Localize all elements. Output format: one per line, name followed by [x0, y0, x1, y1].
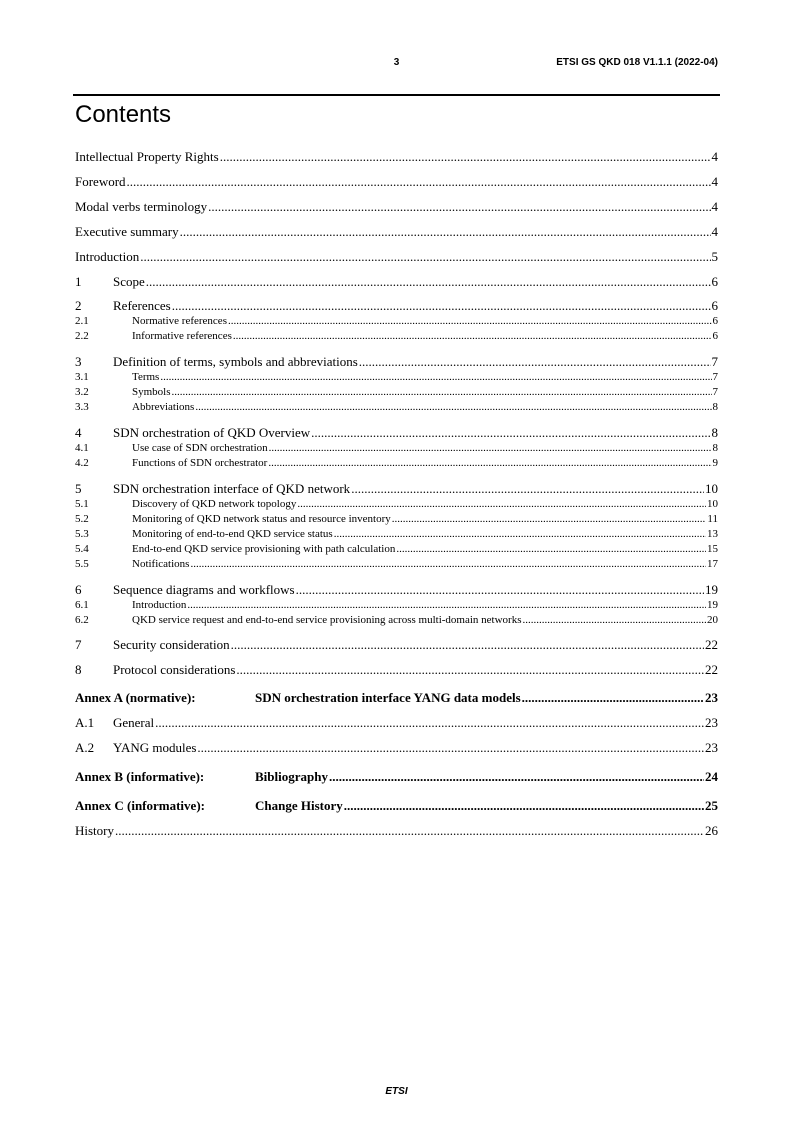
- toc-entry-number: 4.1: [75, 442, 89, 454]
- toc-entry-leader-dots: [297, 498, 706, 511]
- toc-entry-leader-dots: [231, 637, 704, 653]
- toc-entry[interactable]: [75, 528, 718, 541]
- toc-entry-title: QKD service request and end-to-end service provisioning across multi-domain networks: [132, 614, 522, 626]
- toc-entry[interactable]: [75, 298, 718, 314]
- toc-entry-title: Monitoring of QKD network status and resource inventory: [132, 513, 391, 525]
- toc-entry-title: Intellectual Property Rights: [75, 149, 219, 164]
- toc-entry-number: 2: [75, 298, 82, 313]
- toc-entry-leader-dots: [329, 769, 704, 785]
- toc-entry[interactable]: [75, 614, 718, 627]
- toc-entry[interactable]: [75, 662, 718, 678]
- toc-entry-annex-label: Annex B (informative):: [75, 769, 205, 784]
- toc-entry-number: A.2: [75, 740, 95, 755]
- toc-entry[interactable]: [75, 823, 718, 839]
- toc-entry-title: Abbreviations: [132, 401, 195, 413]
- toc-entry-page-number: 5: [711, 249, 718, 264]
- toc-entry-page-number: 4: [711, 224, 718, 239]
- toc-entry-page-number: 4: [711, 149, 718, 164]
- page-title: Contents: [75, 101, 172, 128]
- toc-entry-number: 5.4: [75, 543, 89, 555]
- toc-entry-page-number: 13: [707, 528, 718, 540]
- toc-entry[interactable]: [75, 274, 718, 290]
- footer-etsi: ETSI: [385, 1086, 408, 1097]
- toc-entry-page-number: 23: [705, 690, 718, 705]
- toc-entry-title: Normative references: [132, 315, 227, 327]
- toc-entry-page-number: 19: [707, 599, 718, 611]
- toc-entry-page-number: 4: [711, 174, 718, 189]
- toc-entry-page-number: 6: [711, 298, 718, 313]
- toc-entry-page-number: 8: [712, 401, 718, 413]
- toc-entry-leader-dots: [522, 614, 706, 627]
- toc-entry-title: Definition of terms, symbols and abbreviations: [113, 354, 358, 369]
- toc-entry-page-number: 7: [712, 371, 718, 383]
- toc-entry-leader-dots: [233, 330, 712, 343]
- toc-entry-title: General: [113, 715, 155, 730]
- toc-entry-page-number: 4: [711, 199, 718, 214]
- toc-entry-title: SDN orchestration of QKD Overview: [113, 425, 311, 440]
- toc-entry-number: 6.1: [75, 599, 89, 611]
- toc-entry-page-number: 15: [707, 543, 718, 555]
- toc-entry-page-number: 17: [707, 558, 718, 570]
- toc-entry-title: Protocol considerations: [113, 662, 236, 677]
- toc-entry[interactable]: [75, 558, 718, 571]
- toc-entry[interactable]: [75, 498, 718, 511]
- toc-entry-leader-dots: [146, 274, 711, 290]
- toc-entry-leader-dots: [268, 457, 711, 470]
- toc-entry[interactable]: [75, 798, 718, 814]
- toc-entry-page-number: 6: [712, 315, 718, 327]
- toc-entry-page-number: 10: [705, 481, 718, 496]
- toc-entry-number: 4.2: [75, 457, 89, 469]
- toc-entry-leader-dots: [180, 224, 711, 240]
- toc-entry-leader-dots: [195, 401, 711, 414]
- toc-entry[interactable]: [75, 425, 718, 441]
- toc-entry[interactable]: [75, 543, 718, 556]
- toc-entry-leader-dots: [344, 798, 704, 814]
- toc-entry-number: 5.1: [75, 498, 89, 510]
- toc-entry-number: 5.3: [75, 528, 89, 540]
- header-document-id: ETSI GS QKD 018 V1.1.1 (2022-04): [556, 57, 718, 68]
- toc-entry-title: Security consideration: [113, 637, 230, 652]
- toc-entry-page-number: 7: [712, 386, 718, 398]
- toc-entry-leader-dots: [359, 354, 711, 370]
- toc-entry-leader-dots: [115, 823, 704, 839]
- toc-entry-number: 5: [75, 481, 82, 496]
- toc-entry-title: Introduction: [75, 249, 140, 264]
- toc-entry-number: 3.1: [75, 371, 89, 383]
- toc-entry-leader-dots: [311, 425, 710, 441]
- toc-entry-number: 3.2: [75, 386, 89, 398]
- toc-entry-title: Symbols: [132, 386, 171, 398]
- toc-entry[interactable]: [75, 149, 718, 165]
- toc-entry-number: 3.3: [75, 401, 89, 413]
- toc-entry-page-number: 20: [707, 614, 718, 626]
- toc-entry-title: Use case of SDN orchestration: [132, 442, 268, 454]
- toc-entry-title: Foreword: [75, 174, 126, 189]
- toc-entry-page-number: 6: [712, 330, 718, 342]
- toc-entry-leader-dots: [396, 543, 706, 556]
- toc-entry-leader-dots: [392, 513, 707, 526]
- toc-entry-leader-dots: [140, 249, 710, 265]
- header-page-number: 3: [393, 57, 400, 68]
- toc-entry[interactable]: [75, 457, 718, 470]
- toc-entry-title: Executive summary: [75, 224, 179, 239]
- toc-entry-leader-dots: [172, 298, 711, 314]
- toc-entry[interactable]: [75, 769, 718, 785]
- toc-entry-page-number: 8: [711, 425, 718, 440]
- toc-entry-number: 4: [75, 425, 82, 440]
- toc-entry[interactable]: [75, 690, 718, 706]
- toc-entry-title: SDN orchestration interface of QKD network: [113, 481, 351, 496]
- toc-entry-number: 6.2: [75, 614, 89, 626]
- toc-entry-title: History: [75, 823, 114, 838]
- toc-entry[interactable]: [75, 330, 718, 343]
- toc-entry-title: Bibliography: [255, 769, 328, 784]
- toc-entry-page-number: 23: [705, 740, 718, 755]
- toc-entry[interactable]: [75, 442, 718, 455]
- toc-entry-leader-dots: [208, 199, 710, 215]
- toc-entry-title: Functions of SDN orchestrator: [132, 457, 268, 469]
- toc-entry-number: 5.2: [75, 513, 89, 525]
- toc-entry-title: YANG modules: [113, 740, 197, 755]
- toc-entry-title: References: [113, 298, 171, 313]
- toc-entry-annex-label: Annex A (normative):: [75, 690, 196, 705]
- toc-entry-number: 8: [75, 662, 82, 677]
- toc-entry-page-number: 22: [705, 662, 718, 677]
- toc-entry[interactable]: [75, 174, 718, 190]
- toc-entry-leader-dots: [190, 558, 706, 571]
- toc-entry[interactable]: [75, 599, 718, 612]
- toc-entry-page-number: 24: [705, 769, 718, 784]
- toc-entry[interactable]: [75, 401, 718, 414]
- toc-entry[interactable]: [75, 740, 718, 756]
- toc-entry[interactable]: [75, 386, 718, 399]
- toc-entry-number: 5.5: [75, 558, 89, 570]
- toc-entry-title: Modal verbs terminology: [75, 199, 208, 214]
- toc-entry-leader-dots: [220, 149, 711, 165]
- toc-entry-title: Monitoring of end-to-end QKD service status: [132, 528, 333, 540]
- toc-entry-leader-dots: [351, 481, 704, 497]
- toc-entry-title: Notifications: [132, 558, 190, 570]
- toc-entry-leader-dots: [269, 442, 712, 455]
- toc-entry-page-number: 19: [705, 582, 718, 597]
- toc-entry-leader-dots: [334, 528, 706, 541]
- toc-entry-page-number: 22: [705, 637, 718, 652]
- toc-entry[interactable]: [75, 371, 718, 384]
- toc-entry[interactable]: [75, 199, 718, 215]
- toc-entry[interactable]: [75, 582, 718, 598]
- toc-entry-number: 3: [75, 354, 82, 369]
- toc-entry-leader-dots: [127, 174, 711, 190]
- toc-entry-number: 2.2: [75, 330, 89, 342]
- toc-entry-number: 7: [75, 637, 82, 652]
- toc-entry-leader-dots: [155, 715, 704, 731]
- toc-entry-page-number: 23: [705, 715, 718, 730]
- toc-entry-page-number: 6: [711, 274, 718, 289]
- toc-entry-leader-dots: [228, 315, 712, 328]
- toc-entry-number: 6: [75, 582, 82, 597]
- toc-entry[interactable]: [75, 224, 718, 240]
- toc-entry-title: Introduction: [132, 599, 187, 611]
- toc-entry-number: 1: [75, 274, 82, 289]
- toc-entry[interactable]: [75, 481, 718, 497]
- toc-entry-number: A.1: [75, 715, 95, 730]
- toc-entry-title: Terms: [132, 371, 160, 383]
- toc-entry-page-number: 9: [712, 457, 718, 469]
- toc-entry-title: Informative references: [132, 330, 232, 342]
- toc-entry-page-number: 8: [712, 442, 718, 454]
- toc-entry-leader-dots: [187, 599, 706, 612]
- toc-entry-leader-dots: [236, 662, 704, 678]
- toc-entry[interactable]: [75, 637, 718, 653]
- toc-entry-title: Change History: [255, 798, 343, 813]
- toc-entry[interactable]: [75, 715, 718, 731]
- toc-entry-page-number: 7: [711, 354, 718, 369]
- toc-entry-page-number: 26: [705, 823, 718, 838]
- toc-entry-title: SDN orchestration interface YANG data models: [255, 690, 521, 705]
- toc-entry[interactable]: [75, 249, 718, 265]
- toc-entry-leader-dots: [296, 582, 704, 598]
- toc-entry[interactable]: [75, 513, 718, 526]
- toc-entry-leader-dots: [160, 371, 711, 384]
- toc-entry-title: Scope: [113, 274, 145, 289]
- toc-entry-number: 2.1: [75, 315, 89, 327]
- toc-entry-title: Discovery of QKD network topology: [132, 498, 297, 510]
- toc-entry-title: Sequence diagrams and workflows: [113, 582, 295, 597]
- toc-entry-title: End-to-end QKD service provisioning with path calculation: [132, 543, 396, 555]
- toc-entry-leader-dots: [197, 740, 704, 756]
- toc-entry[interactable]: [75, 315, 718, 328]
- toc-entry-leader-dots: [172, 386, 712, 399]
- toc-entry-leader-dots: [522, 690, 704, 706]
- toc-entry[interactable]: [75, 354, 718, 370]
- toc-entry-page-number: 25: [705, 798, 718, 813]
- toc-entry-annex-label: Annex C (informative):: [75, 798, 205, 813]
- toc-entry-page-number: 10: [707, 498, 718, 510]
- toc-entry-page-number: 11: [707, 513, 718, 525]
